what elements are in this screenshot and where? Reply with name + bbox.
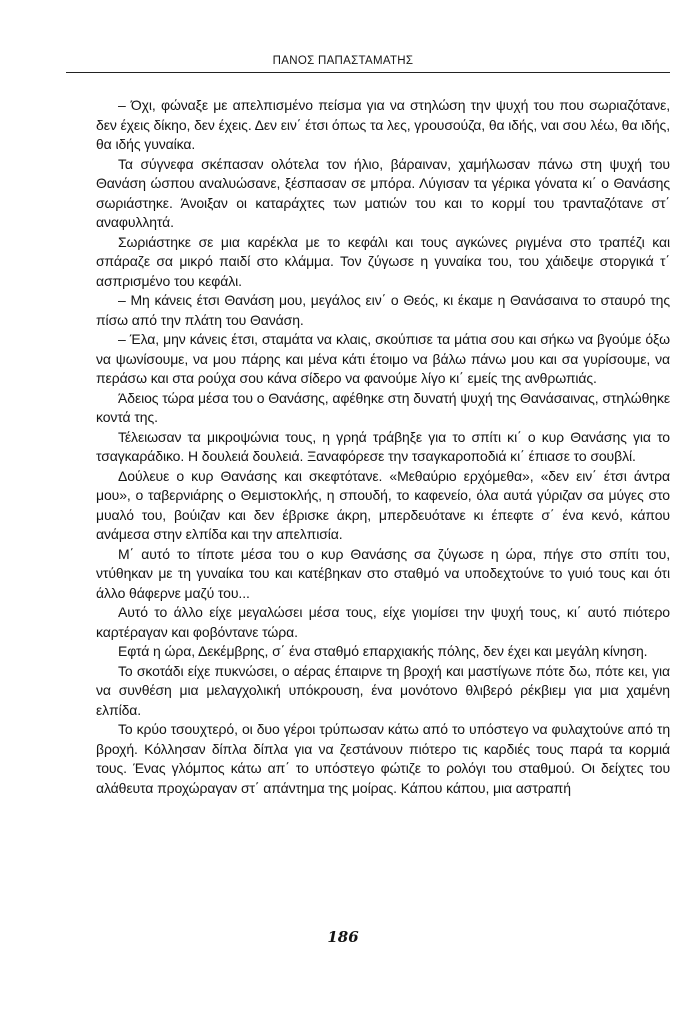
paragraph: Δούλευε ο κυρ Θανάσης και σκεφτότανε. «Μεθαύριο ερχόμεθα», «δεν ειν΄ έτσι άντρα μου», ο ταβερνιάρης ο Θεμιστοκλής, η σπουδή, το καφενείο, όλα αυτά γύριζαν σα μύγες στο μυαλό του, βούιζαν και δεν έβρισκε άκρη, μπερδευότανε κι έπεφτε σ΄ ένα κενό, κάπου ανάμεσα στην ελπίδα και την απελπισία.	[96, 467, 670, 542]
paragraph: Το σκοτάδι είχε πυκνώσει, ο αέρας έπαιρνε τη βροχή και μαστίγωνε πότε δω, πότε κει, για να συνθέση μια μελαγχολική υπόκρουση, ένα μονότονο θλιβερό ρέκβιεμ για μια χαμένη ελπίδα.	[96, 662, 670, 718]
paragraph: Άδειος τώρα μέσα του ο Θανάσης, αφέθηκε στη δυνατή ψυχή της Θανάσαινας, στηλώθηκε κοντά της.	[96, 389, 670, 425]
paragraph: – Μη κάνεις έτσι Θανάση μου, μεγάλος ειν΄ ο Θεός, κι έκαμε η Θανάσαινα το σταυρό της πίσω από την πλάτη του Θανάση.	[96, 292, 670, 328]
paragraph: Αυτό το άλλο είχε μεγαλώσει μέσα τους, είχε γιομίσει την ψυχή τους, κι΄ αυτό πιότερο καρτέραγαν και φοβόντανε τώρα.	[96, 604, 670, 640]
running-header: ΠΑΝΟΣ ΠΑΠΑΣΤΑΜΑΤΗΣ	[272, 55, 414, 67]
body-text	[96, 96, 670, 798]
paragraph: Τα σύγνεφα σκέπασαν ολότελα τον ήλιο, βάραιναν, χαμήλωσαν πάνω στη ψυχή του Θανάση ώσπου αναλυώσανε, ξέσπασαν σε μπόρα. Λύγισαν τα γέρικα γόνατα κι΄ ο Θανάσης σωριάστηκε. Άνοιξαν οι καταράχτες των ματιών του και το κορμί του τρανταζότανε στ΄ αναφυλλητά.	[96, 155, 670, 230]
paragraph: Μ΄ αυτό το τίποτε μέσα του ο κυρ Θανάσης σα ζύγωσε η ώρα, πήγε στο σπίτι του, ντύθηκαν με τη γυναίκα του και κατέβηκαν στο σταθμό να υποδεχτούνε το γυιό τους και ότι άλλο θάφερνε μαζύ του...	[96, 545, 670, 601]
paragraph: Σωριάστηκε σε μια καρέκλα με το κεφάλι και τους αγκώνες ριγμένα στο τραπέζι και σπάραζε σα μικρό παιδί στο κλάμμα. Τον ζύγωσε η γυναίκα του, του χάιδεψε στοργικά τ΄ ασπρισμένο του κεφάλι.	[96, 233, 670, 289]
paragraph: Εφτά η ώρα, Δεκέμβρης, σ΄ ένα σταθμό επαρχιακής πόλης, δεν έχει και μεγάλη κίνηση.	[118, 643, 648, 659]
paragraph: Το κρύο τσουχτερό, οι δυο γέροι τρύπωσαν κάτω από το υπόστεγο να φυλαχτούνε από τη βροχή. Κόλλησαν δίπλα δίπλα για να ζεστάνουν πιότερο τις καρδιές τους παρά τα κορμιά τους. Ένας γλόμπος κάτω απ΄ το υπόστεγο φώτιζε το ρολόγι του σταθμού. Οι δείχτες του αλάθευτα προχώραγαν στ΄ απάντημα της μοίρας. Κάπου κάπου, μια αστραπή	[96, 721, 670, 796]
paragraph: – Έλα, μην κάνεις έτσι, σταμάτα να κλαις, σκούπισε τα μάτια σου και σήκω να βγούμε όξω να ψωνίσουμε, να μου πάρης και μένα κάτι έτοιμο να βάλω πάνω μου και σα γυρίσουμε, να περάσω και στα ρούχα σου κάνα σίδερο να φανούμε λίγο κι΄ εμείς της ανθρωπιάς.	[96, 331, 670, 386]
paragraph: Τέλειωσαν τα μικροψώνια τους, η γρηά τράβηξε για το σπίτι κι΄ ο κυρ Θανάσης για το τσαγκαράδικο. Η δουλειά δουλειά. Ξαναφόρεσε την τσαγκαροποδιά κι΄ έπιασε το σουβλί.	[96, 428, 670, 464]
paragraph: – Όχι, φώναξε με απελπισμένο πείσμα για να στηλώση την ψυχή του που σωριαζότανε, δεν έχεις δίκηο, δεν έχεις. Δεν ειν΄ έτσι όπως τα λες, γρουσούζα, θα ιδής, ναι σου λέω, θα ιδής, θα ιδής γυναίκα.	[96, 97, 670, 152]
header-rule	[66, 72, 670, 73]
page-number: 186	[327, 928, 359, 946]
